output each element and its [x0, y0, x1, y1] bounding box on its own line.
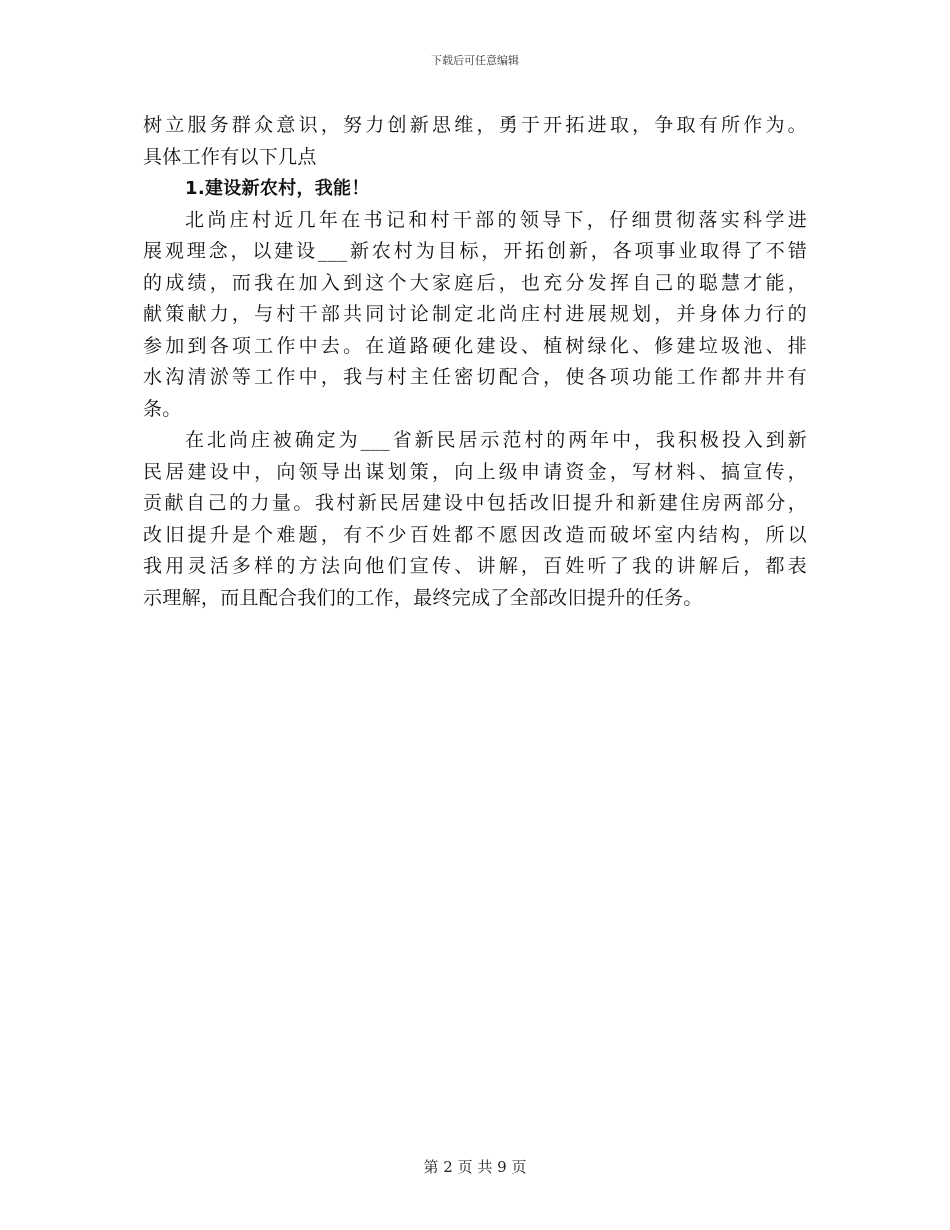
paragraph-line: 改旧提升是个难题，有不少百姓都不愿因改造而破坏室内结构，所以 — [143, 523, 807, 546]
paragraph-line: 水沟清淤等工作中，我与村主任密切配合，使各项功能工作都井井有 — [143, 366, 807, 388]
page-header-note: 下载后可任意编辑 — [431, 54, 519, 67]
paragraph-line: 我用灵活多样的方法向他们宣传、讲解，百姓听了我的讲解后，都表 — [143, 555, 807, 577]
paragraph-line: 的成绩，而我在加入到这个大家庭后，也充分发挥自己的聪慧才能， — [143, 271, 807, 294]
paragraph-2 — [143, 425, 807, 614]
paragraph-line: 在北尚庄被确定为___省新民居示范村的两年中，我积极投入到新 — [185, 429, 807, 451]
paragraph-line: 示理解，而且配合我们的工作，最终完成了全部改旧提升的任务。 — [143, 586, 703, 609]
paragraph-line: 贡献自己的力量。我村新民居建设中包括改旧提升和新建住房两部分， — [143, 492, 807, 514]
paragraph-line: 北尚庄村近几年在书记和村干部的领导下，仔细贯彻落实科学进 — [185, 208, 807, 231]
paragraph-line: 条。 — [143, 397, 182, 420]
paragraph-line: 展观理念，以建设___新农村为目标，开拓创新，各项事业取得了不错 — [143, 240, 807, 262]
document-body — [143, 110, 807, 614]
paragraph-1 — [143, 205, 807, 426]
section-heading: 1.建设新农村，我能！ — [185, 178, 370, 199]
paragraph-line: 民居建设中，向领导出谋划策，向上级申请资金，写材料、搞宣传， — [143, 460, 807, 483]
page-number: 第 2 页 共 9 页 — [423, 1158, 527, 1176]
intro-line: 具体工作有以下几点 — [143, 145, 317, 168]
paragraph-line: 参加到各项工作中去。在道路硬化建设、植树绿化、修建垃圾池、排 — [143, 334, 807, 357]
intro-line: 树立服务群众意识，努力创新思维，勇于开拓进取，争取有所作为。 — [143, 114, 807, 136]
paragraph-line: 献策献力，与村干部共同讨论制定北尚庄村进展规划，并身体力行的 — [143, 303, 807, 325]
